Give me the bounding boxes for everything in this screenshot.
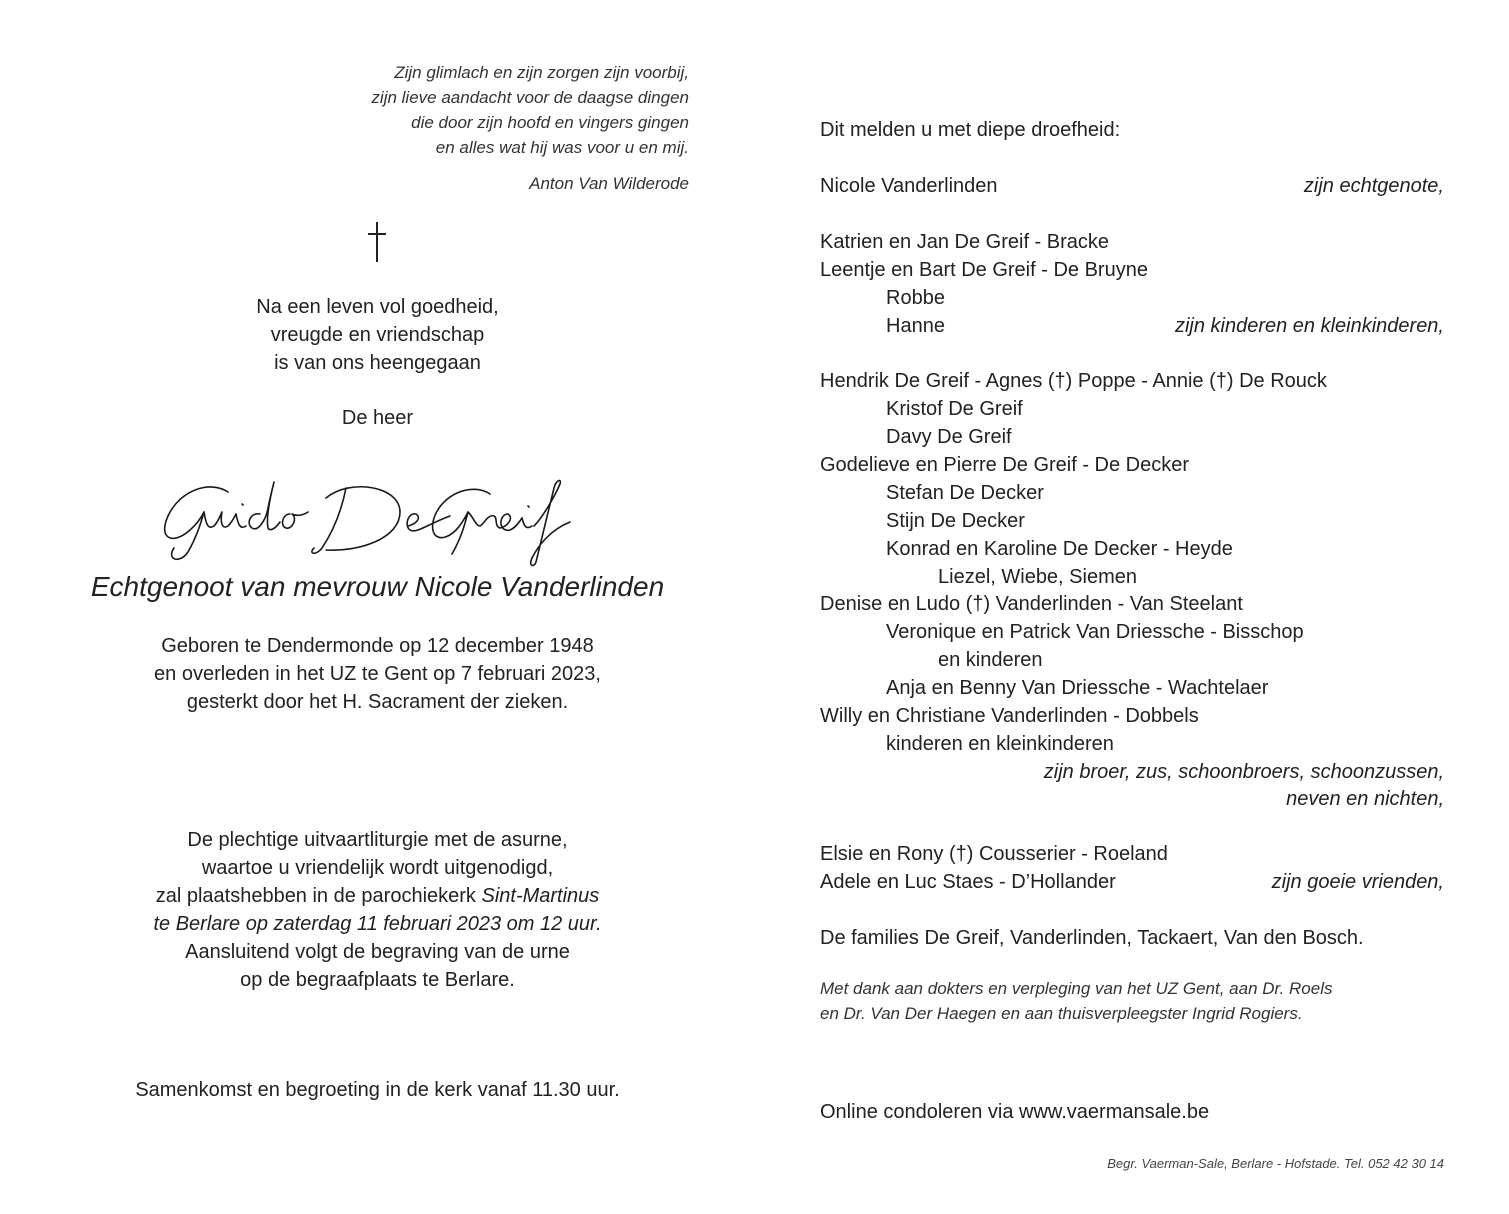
family-line: Davy De Greif <box>886 426 1012 448</box>
deceased-name-signature <box>150 468 610 568</box>
ceremony-line: waartoe u vriendelijk wordt uitgenodigd, <box>201 857 554 879</box>
poem-author: Anton Van Wilderode <box>529 174 689 193</box>
ceremony-line <box>0 882 755 910</box>
family-line: Elsie en Rony (†) Cousserier - Roeland <box>820 843 1168 865</box>
family-line: kinderen en kleinkinderen <box>886 733 1114 755</box>
right-panel <box>820 0 1444 1214</box>
poem-line: Zijn glimlach en zijn zorgen zijn voorbij, <box>394 63 689 82</box>
siblings-role: neven en nichten, <box>1286 788 1444 810</box>
intro-line: Na een leven vol goedheid, <box>256 296 499 318</box>
family-line: Katrien en Jan De Greif - Bracke <box>820 231 1110 253</box>
ceremony-line: De plechtige uitvaartliturgie met de asurne, <box>187 829 568 851</box>
funeral-home-footer: Begr. Vaerman-Sale, Berlare - Hofstade. Tel. 052 42 30 14 <box>1107 1156 1444 1171</box>
thanks-note <box>820 976 1444 1026</box>
grandchild-name: Hanne <box>886 315 945 337</box>
birth-death-info <box>0 632 755 716</box>
family-line: Robbe <box>886 287 945 309</box>
family-line: Godelieve en Pierre De Greif - De Decker <box>820 454 1190 476</box>
born-line: Geboren te Dendermonde op 12 december 1948 <box>161 635 594 657</box>
intro-line: vreugde en vriendschap <box>270 324 485 346</box>
family-line <box>820 868 1444 896</box>
born-line: en overleden in het UZ te Gent op 7 februari 2023, <box>154 663 601 685</box>
family-line: Stefan De Decker <box>886 482 1044 504</box>
poem-line: die door zijn hoofd en vingers gingen <box>411 113 689 132</box>
announcement: Dit melden u met diepe droefheid: <box>820 119 1121 141</box>
family-line: Denise en Ludo (†) Vanderlinden - Van Steelant <box>820 593 1243 615</box>
family-line: Leentje en Bart De Greif - De Bruyne <box>820 259 1148 281</box>
ceremony-line: Aansluitend volgt de begraving van de urne <box>185 941 570 963</box>
family-line <box>820 172 1444 200</box>
spouse-name: Nicole Vanderlinden <box>820 175 998 197</box>
family-line: Kristof De Greif <box>886 398 1023 420</box>
family-line: Veronique en Patrick Van Driessche - Bisschop <box>886 621 1304 643</box>
family-line: Anja en Benny Van Driessche - Wachtelaer <box>886 677 1269 699</box>
family-line: Willy en Christiane Vanderlinden - Dobbels <box>820 705 1199 727</box>
thanks-line: Met dank aan dokters en verpleging van het UZ Gent, aan Dr. Roels <box>820 979 1333 998</box>
thanks-line: en Dr. Van Der Haegen en aan thuisverpleegster Ingrid Rogiers. <box>820 1004 1303 1023</box>
spouse-role: zijn echtgenote, <box>1303 175 1444 197</box>
families-line: De families De Greif, Vanderlinden, Tackaert, Van den Bosch. <box>820 927 1364 949</box>
church-name: Sint-Martinus <box>481 885 600 907</box>
siblings-role: zijn broer, zus, schoonbroers, schoonzussen, <box>1043 761 1444 783</box>
spouse-line: Echtgenoot van mevrouw Nicole Vanderlinden <box>90 571 665 602</box>
poem <box>189 60 689 196</box>
intro-text <box>0 293 755 377</box>
poem-line: en alles wat hij was voor u en mij. <box>435 138 689 157</box>
family-line: Hendrik De Greif - Agnes (†) Poppe - Annie (†) De Rouck <box>820 370 1327 392</box>
family-line: Konrad en Karoline De Decker - Heyde <box>886 538 1233 560</box>
cross-icon <box>366 222 388 262</box>
ceremony-info <box>0 826 755 994</box>
family-line: en kinderen <box>938 649 1043 671</box>
friends-role: zijn goeie vrienden, <box>1271 871 1444 893</box>
ceremony-date: te Berlare op zaterdag 11 februari 2023 om 12 uur. <box>153 913 602 935</box>
ceremony-text: zal plaatshebben in de parochiekerk <box>155 885 482 907</box>
born-line: gesterkt door het H. Sacrament der zieken. <box>186 691 569 713</box>
friend-name: Adele en Luc Staes - D’Hollander <box>820 871 1116 893</box>
meeting-info: Samenkomst en begroeting in de kerk vanaf 11.30 uur. <box>135 1079 620 1101</box>
intro-line: is van ons heengegaan <box>274 352 481 374</box>
online-condolence: Online condoleren via www.vaermansale.be <box>820 1101 1210 1123</box>
family-line: Stijn De Decker <box>886 510 1025 532</box>
poem-line: zijn lieve aandacht voor de daagse dingen <box>371 88 689 107</box>
family-line <box>820 312 1444 340</box>
title-prefix: De heer <box>341 407 414 429</box>
ceremony-line: op de begraafplaats te Berlare. <box>240 969 515 991</box>
family-line: Liezel, Wiebe, Siemen <box>938 566 1137 588</box>
ceremony-line <box>0 910 755 938</box>
children-role: zijn kinderen en kleinkinderen, <box>1174 315 1444 337</box>
